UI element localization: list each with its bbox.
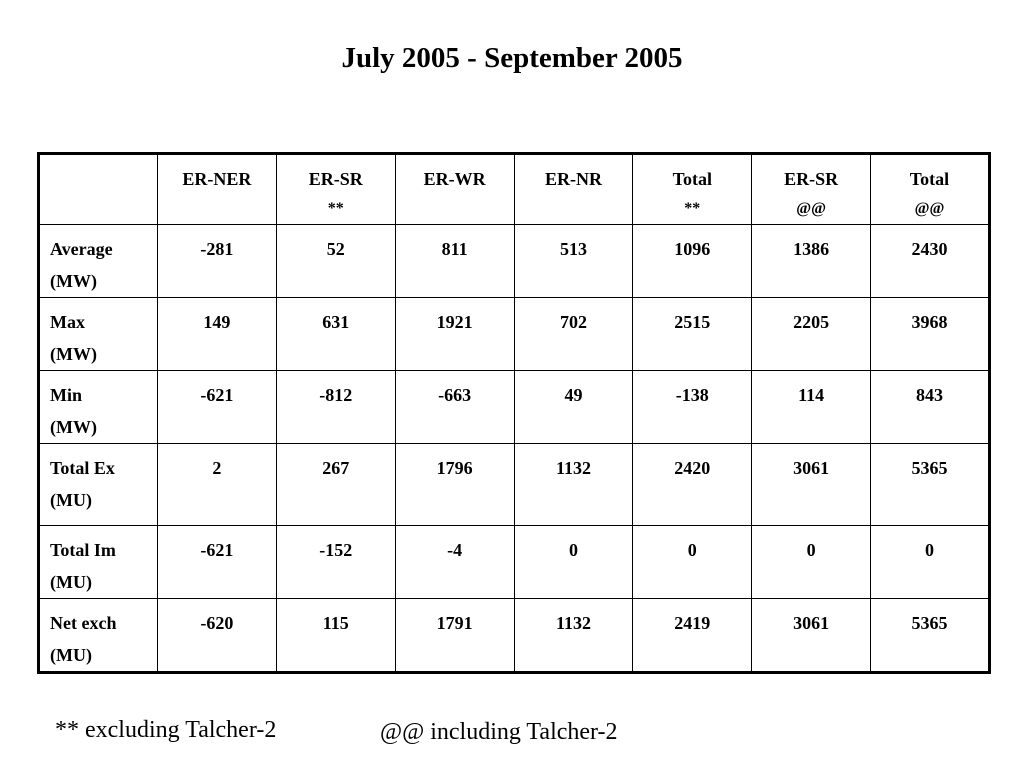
table-row <box>39 298 990 371</box>
table-cell: -663 <box>395 371 514 444</box>
column-header: Total ** <box>633 154 752 225</box>
table-row <box>39 526 990 599</box>
row-header: Average (MW) <box>39 225 158 298</box>
table-cell: -281 <box>158 225 277 298</box>
table-cell: 3968 <box>871 298 990 371</box>
table-cell: 1132 <box>514 599 633 673</box>
table-cell: -152 <box>276 526 395 599</box>
table-cell: 1791 <box>395 599 514 673</box>
table-cell: -621 <box>158 371 277 444</box>
footnote-excluding: ** excluding Talcher-2 <box>55 717 277 743</box>
table-row <box>39 371 990 444</box>
table-cell: 811 <box>395 225 514 298</box>
table-cell: 5365 <box>871 444 990 526</box>
table-cell: 2420 <box>633 444 752 526</box>
column-header: ER-WR <box>395 154 514 225</box>
table-cell: 5365 <box>871 599 990 673</box>
row-header: Min (MW) <box>39 371 158 444</box>
table-cell: 0 <box>633 526 752 599</box>
table-cell: 2419 <box>633 599 752 673</box>
row-header: Total Im (MU) <box>39 526 158 599</box>
column-header: ER-SR @@ <box>752 154 871 225</box>
table-cell: 0 <box>752 526 871 599</box>
table-cell: 631 <box>276 298 395 371</box>
table-cell: 1796 <box>395 444 514 526</box>
row-header: Total Ex (MU) <box>39 444 158 526</box>
table-cell: 1921 <box>395 298 514 371</box>
table-cell: 2 <box>158 444 277 526</box>
table-cell: -812 <box>276 371 395 444</box>
table-row <box>39 225 990 298</box>
column-header: ER-NR <box>514 154 633 225</box>
table-cell: 1386 <box>752 225 871 298</box>
table-cell: -138 <box>633 371 752 444</box>
column-header: ER-NER <box>158 154 277 225</box>
column-header: ER-SR ** <box>276 154 395 225</box>
table-cell: 267 <box>276 444 395 526</box>
row-header: Net exch (MU) <box>39 599 158 673</box>
table-cell: 702 <box>514 298 633 371</box>
table-row <box>39 599 990 673</box>
table-row <box>39 444 990 526</box>
page-title: July 2005 - September 2005 <box>341 42 683 74</box>
table-cell: 3061 <box>752 444 871 526</box>
table-cell: 149 <box>158 298 277 371</box>
table-header-row <box>39 154 990 225</box>
table-cell: 2430 <box>871 225 990 298</box>
table-cell: 114 <box>752 371 871 444</box>
table-cell: -620 <box>158 599 277 673</box>
table-cell: 2515 <box>633 298 752 371</box>
table-cell: 0 <box>871 526 990 599</box>
corner-cell <box>39 154 158 225</box>
table-cell: 513 <box>514 225 633 298</box>
footnote-including: @@ including Talcher-2 <box>380 719 618 745</box>
table-cell: -4 <box>395 526 514 599</box>
table-cell: 52 <box>276 225 395 298</box>
table-cell: 2205 <box>752 298 871 371</box>
data-table <box>37 152 991 674</box>
table-cell: 115 <box>276 599 395 673</box>
table-cell: 0 <box>514 526 633 599</box>
table-cell: 843 <box>871 371 990 444</box>
table-cell: 1096 <box>633 225 752 298</box>
table-cell: 49 <box>514 371 633 444</box>
row-header: Max (MW) <box>39 298 158 371</box>
table-cell: -621 <box>158 526 277 599</box>
column-header: Total @@ <box>871 154 990 225</box>
table-cell: 3061 <box>752 599 871 673</box>
table-cell: 1132 <box>514 444 633 526</box>
